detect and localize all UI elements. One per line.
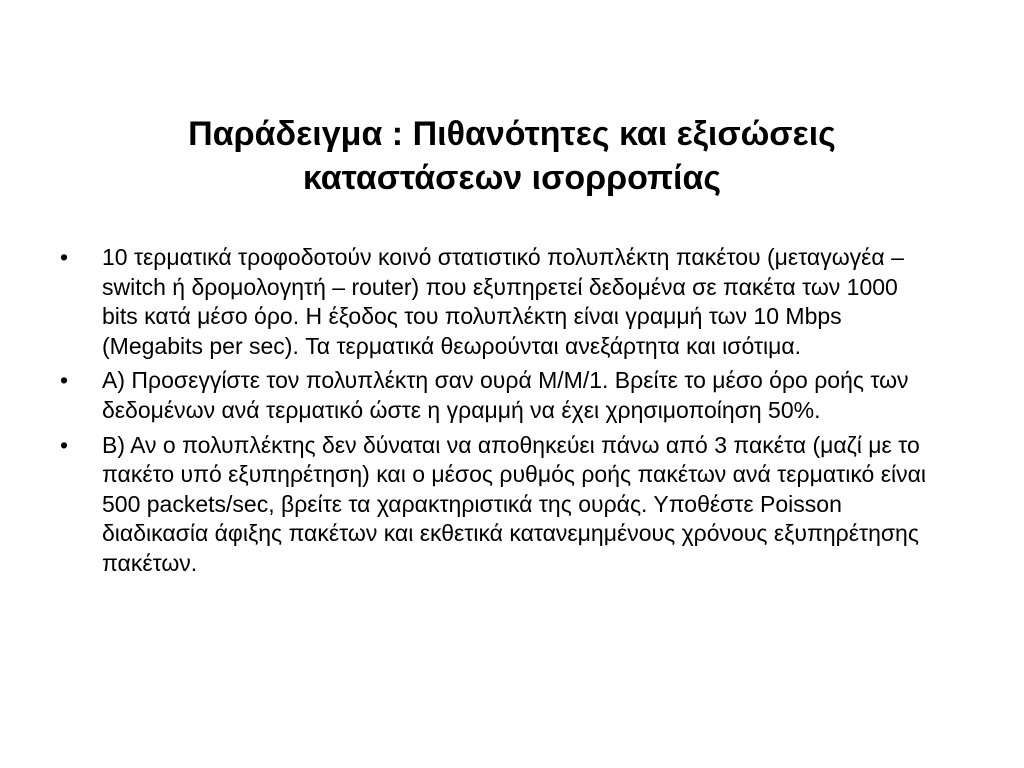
bullet-icon: • bbox=[60, 367, 69, 394]
slide-title-line-1: Παράδειγμα : Πιθανότητες και εξισώσεις bbox=[188, 115, 836, 153]
slide-title bbox=[60, 112, 964, 200]
bullet-icon: • bbox=[60, 244, 69, 270]
bullet-text: 10 τερματικά τροφοδοτούν κοινό στατιστικό πολυπλέκτη πακέτου (μεταγωγέα – switch ή δρομολογητή – router) που εξυπηρετεί δεδομένα σε πακέτα των 1000 bits κατά μέσο όρο. Η έξοδος του πολυπλέκτη είναι γραμμή των 10 Mbps (Megabits per sec). Τα τερματικά θεωρούνται ανεξάρτητα και ισότιμα. bbox=[102, 244, 904, 359]
bullet-text: Β) Αν ο πολυπλέκτης δεν δύναται να αποθηκεύει πάνω από 3 πακέτα (μαζί με το πακέτο υπό εξυπηρέτηση) και ο μέσος ρυθμός ροής πακέτων ανά τερματικό είναι 500 packets/sec, βρείτε τα χαρακτηριστικά της ουράς. Υποθέστε Poisson διαδικασία άφιξης πακέτων και εκθετικά κατανεμημένους χρόνους εξυπηρέτησης πακέτων. bbox=[102, 431, 927, 576]
bullet-item-part-b bbox=[60, 431, 940, 579]
bullet-list bbox=[60, 243, 940, 584]
bullet-item-terminals bbox=[60, 243, 940, 361]
slide-title-line-2: καταστάσεων ισορροπίας bbox=[302, 159, 722, 197]
bullet-item-part-a bbox=[60, 366, 940, 425]
bullet-icon: • bbox=[60, 431, 69, 458]
bullet-text: Α) Προσεγγίστε τον πολυπλέκτη σαν ουρά Μ/Μ/1. Βρείτε το μέσο όρο ροής των δεδομένων ανά τερματικό ώστε η γραμμή να έχει χρησιμοποίηση 50%. bbox=[102, 367, 909, 423]
